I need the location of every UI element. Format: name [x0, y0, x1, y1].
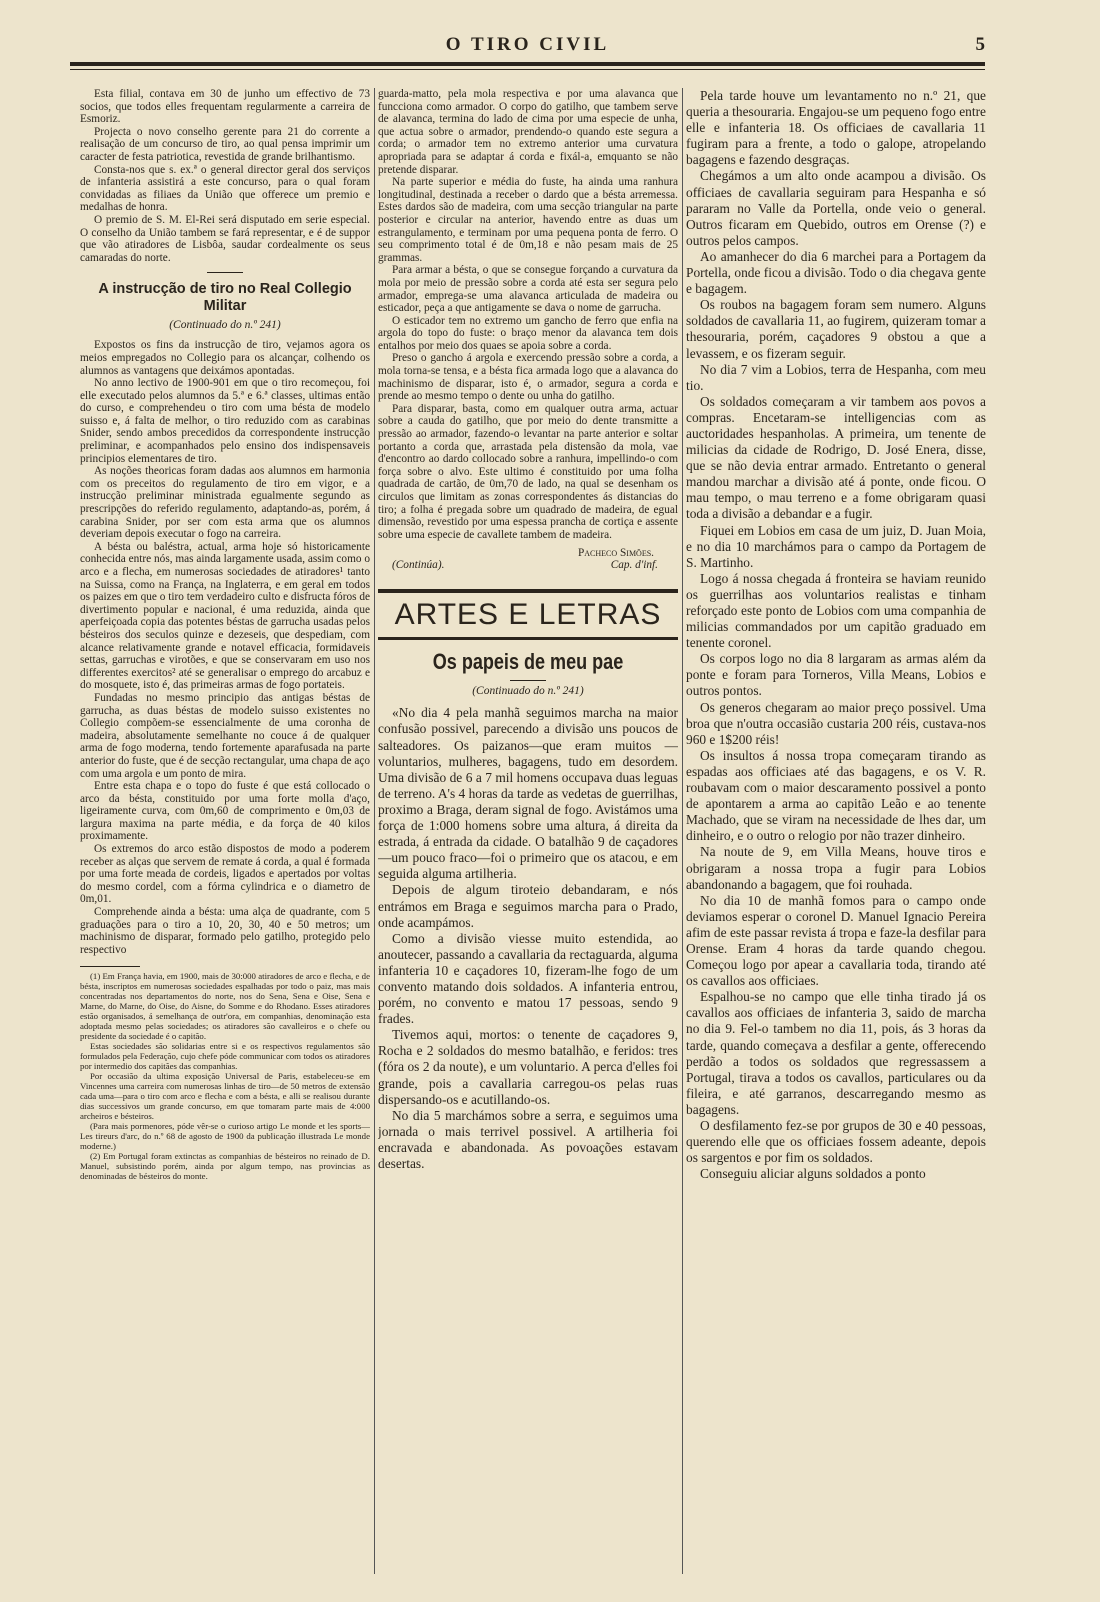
- paragraph: O esticador tem no extremo um gancho de ferro que enfia na argola do topo do fuste: o braço menor da alavanca tem dois entalhos por meio dos quaes se apoia sobre a corda.: [378, 314, 678, 352]
- paragraph: Os roubos na bagagem foram sem numero. Alguns soldados de cavallaria 11, ao fugirem, quizeram tomar a thesouraria, porém, caçadores 9 obstou a que a levassem, e os fizeram seguir.: [686, 297, 986, 361]
- paragraph: Entre esta chapa e o topo do fuste é que está collocado o arco da bésta, constituido por uma forte molla d'aço, ligeiramente curva, com 0m,60 de comprimento e 0m,03 de largura maxima na parte média, e da força de 40 kilos proximamente.: [80, 780, 370, 843]
- column-divider-2: [682, 88, 683, 1574]
- continua-note: (Continúa).: [392, 559, 445, 572]
- paragraph: Os insultos á nossa tropa começaram tirando as espadas aos officiaes até das bagagens, e os V. R. roubavam com o maior descaramento possivel a ponto de apontarem a arma ao capitão Leão e ao tenente Machado, que se viram na necessidade de lhes dar, um dinheiro, e o outro o relogio por não trazer dinheiro.: [686, 747, 986, 844]
- section-title: ARTES E LETRAS: [394, 598, 662, 632]
- filial-news: [80, 88, 370, 264]
- footnote: (1) Em França havia, em 1900, mais de 30:000 atiradores de arco e flecha, e de bésta, inscriptos em numerosas sociedades espalhadas por todo o paiz, mas mais concentradas nos departamentos do norte, nos do Sena, Sena e Oise, Sena e Marne, do Marne, do Oise, do Aisne, do Somme e do Rhodano. Esses atiradores estão organisados, á semelhança de outr'ora, em companhias, denominação esta adoptada mesmo pelas sociedades; os atiradores são cavalleiros e o chefe ou presidente da sociedade é o capitão.: [80, 971, 370, 1042]
- author-signature: Pacheco Simões.: [578, 547, 654, 560]
- paragraph: No dia 10 de manhã fomos para o campo onde deviamos esperar o coronel D. Manuel Ignacio Pereira afim de este passar revista á tropa e faze-la desfilar para Orense. Eram 4 horas da tarde quando chegou. Começou logo por apear a cavallaria toda, tirando até os cavallos aos officiaes.: [686, 892, 986, 989]
- author-rank: Cap. d'inf.: [610, 559, 658, 572]
- paragraph: No dia 5 marchámos sobre a serra, e seguimos uma jornada o mais terrivel possivel. A artilheria foi encravada e abandonada. As povoações estavam desertas.: [378, 1107, 678, 1171]
- page-number: 5: [975, 34, 985, 55]
- article-body: [80, 339, 370, 956]
- paragraph: Fundadas no mesmo principio das antigas béstas de garrucha, as duas béstas de modelo suisso existentes no Collegio compõem-se essencialmente de uma coronha de madeira, absolutamente semelhante no couce á de qualquer arma de fogo moderna, tendo fortemente aparafusada na parte anterior do fuste, que é de secção rectangular, uma chapa de aço com uma argola e um ponto de mira.: [80, 691, 370, 780]
- paragraph: Depois de algum tiroteio debandaram, e nós entrámos em Braga e seguimos marcha para o Prado, onde acampámos.: [378, 882, 678, 930]
- paragraph: A bésta ou baléstra, actual, arma hoje só historicamente conhecida entre nós, mas ainda largamente usada, assim como o arco e a flecha, em numerosas sociedades de atiradores¹ tanto na Suissa, como na França, na Inglaterra, e em geral em todos os paizes em que o tiro tem verdadeiro culto e disfructa fóros de divertimento popular e nacional, é uma reduzida, ainda que aperfeiçoada copia das potentes béstas de garrucha usadas pelos bésteiros dos seculos quinze e dezeseis, que despediam, com alcance relativamente grande e notavel efficacia, formidaveis settas, garruchas e virotões, e que se conservaram em uso nos differentes exercitos² até se generalisar o emprego do arcabuz e do mosquete, isto é, das primeiras armas de fogo portateis.: [80, 540, 370, 692]
- footnote: (2) Em Portugal foram extinctas as companhias de bésteiros no reinado de D. Manuel, subsistindo porém, ainda por algum tempo, nas provincias as denominadas de bésteiros do monte.: [80, 1151, 370, 1182]
- paragraph: Consta-nos que s. ex.ª o general director geral dos serviços de infanteria assistirá a este concurso, para o qual foram convidadas as filiaes da União que offerece um premio e medalhas de honra.: [80, 163, 370, 214]
- column-1: [80, 88, 370, 1574]
- paragraph: As noções theoricas foram dadas aos alumnos em harmonia com os preceitos do regulamento de tiro em vigor, e a instrucção preliminar ministrada egualmente segundo as prescripções do referido regulamento, adaptando-as, porém, á carabina Snider, por ser com esta arma que os alumnos deveriam depois executar o fogo na carreira.: [80, 465, 370, 541]
- article-body-continued: [378, 88, 678, 541]
- column-divider-1: [374, 88, 375, 1574]
- paragraph: Preso o gancho á argola e exercendo pressão sobre a corda, a mola torna-se tensa, e a bésta fica armada logo que a alavanca do machinismo de disparar, isto é, o armador, segura a corda e prende ao mesmo tempo o dente ou unha do gatilho.: [378, 352, 678, 403]
- footnote-rule: [80, 966, 140, 967]
- column-2: [378, 88, 678, 1574]
- footnote: (Para mais pormenores, póde vêr-se o curioso artigo Le monde et les sports—Les tireurs d'arc, do n.º 68 de agosto de 1900 da publicação illustrada Le monde moderne.): [80, 1121, 370, 1152]
- footnote: Por occasião da ultima exposição Universal de Paris, estabeleceu-se em Vincennes uma carreira com numerosas linhas de tiro—de 50 metros de extensão cada uma—para o tiro com arco e flecha e com a bésta, e alli se realisou durante dias successivos um grande concurso, em que tomaram parte mais de 4:000 archeiros e bésteiros.: [80, 1071, 370, 1122]
- paragraph: Espalhou-se no campo que elle tinha tirado já os cavallos aos officiaes de infanteria 3, saido de marcha no dia 9. Fel-o tambem no dia 11, pois, ás 3 horas da tarde, quando começava a desfilar a gente, offerecendo perdão a todos os soldados que regressassem a Portugal, tirava a todos os cavallos, particulares ou da fileira, e até garranos, descarregando mesmo as bagagens.: [686, 989, 986, 1117]
- continuation-note: (Continuado do n.º 241): [169, 319, 281, 332]
- story-body-continued: [686, 88, 986, 1182]
- title-rule: [510, 680, 546, 681]
- paragraph: Tivemos aqui, mortos: o tenente de caçadores 9, Rocha e 2 soldados do mesmo batalhão, e feridos: tres (fóra os 2 da noute), e um voluntario. A perca d'elles foi grande, pois a cavallaria carregou-os pelas ruas dispersando-os e acutillando-os.: [378, 1027, 678, 1107]
- paragraph: Os corpos logo no dia 8 largaram as armas além da ponte e foram para Torneros, Villa Means, Lobios e outros pontos.: [686, 651, 986, 699]
- paragraph: Projecta o novo conselho gerente para 21 do corrente a realisação de um concurso de tiro, ao qual pensa imprimir um caracter de festa patriotica, revestida de grande brilhantismo.: [80, 125, 370, 163]
- paragraph: O desfilamento fez-se por grupos de 30 e 40 pessoas, querendo elle que os officiaes fossem adeante, depois os sargentos e por fim os soldados.: [686, 1118, 986, 1166]
- masthead: [70, 34, 985, 58]
- paragraph: Comprehende ainda a bésta: uma alça de quadrante, com 5 graduações para o tiro a 10, 20, 30, 40 e 50 metros; um machinismo de disparar, formado pelo gatilho, protegido pelo respectivo: [80, 906, 370, 956]
- paragraph: Para armar a bésta, o que se consegue forçando a curvatura da mola por meio de pressão sobre a corda até esta ser segura pelo armador, emprega-se uma alavanca articulada de madeira ou esticador, peça a que antigamente se dava o nome de garrucha.: [378, 264, 678, 315]
- paragraph: No dia 7 vim a Lobios, terra de Hespanha, com meu tio.: [686, 361, 986, 393]
- paragraph: Chegámos a um alto onde acampou a divisão. Os officiaes de cavallaria seguiram para Hespanha e só pararam no Valle da Portella, onde veio o general. Outros ficaram em Quebido, outros em Orense (?) e outros pelos campos.: [686, 168, 986, 248]
- paragraph: Como a divisão viesse muito estendida, ao anoutecer, passando a cavallaria da rectaguarda, alguma infanteria 10 e caçadores 10, fizeram-lhe fogo de um convento matando dois soldados. A infanteria entrou, porém, no convento e matou 17 pessoas, sendo 9 frades.: [378, 930, 678, 1027]
- paragraph: Conseguiu aliciar alguns soldados a ponto: [700, 1166, 926, 1182]
- section-divider: [207, 272, 243, 273]
- paragraph: Os extremos do arco estão dispostos de modo a poderem receber as alças que servem de remate á corda, a qual é formada por uma forte meada de cordeis, ligados e apertados por voltas do mesmo cordel, com a fórma cylindrica e o diametro de 0m,01.: [80, 843, 370, 906]
- paragraph: Esta filial, contava em 30 de junho um effectivo de 73 socios, que todos elles frequentam regularmente a carreira de Esmoriz.: [80, 88, 370, 126]
- paragraph: Os generos chegaram ao maior preço possivel. Uma broa que n'outra occasião custaria 200 réis, custava-nos 960 e 1$200 réis!: [686, 699, 986, 747]
- paragraph: Os soldados começaram a vir tambem aos povos a compras. Encetaram-se intelligencias com as auctoridades hespanholas. A primeira, um tenente de milicias da cidade de Rodrigo, D. José Enera, disse, que se não devia entrar armado. Entretanto o general mandou marchar a divisão até á ponte, onde ficou. O mau tempo, o mau terreno e a fome obrigaram quasi toda a divisão a debandar e a fugir.: [686, 393, 986, 522]
- column-3: [686, 88, 986, 1574]
- newspaper-title: O TIRO CIVIL: [445, 34, 610, 55]
- masthead-rule-thick: [70, 62, 985, 66]
- paragraph: Logo á nossa chegada á fronteira se haviam reunido os guerrilhas aos voluntarios realistas e tinham reforçado este ponto de Lobios com uma companhia de milicias commandados por um capitão graduado em tenente coronel.: [686, 570, 986, 651]
- paragraph: O premio de S. M. El-Rei será disputado em serie especial. O conselho da União tambem se fará representar, e é de suppor que vão atiradores de Lisbôa, saudar cordealmente os seus camaradas do norte.: [80, 213, 370, 264]
- paragraph: «No dia 4 pela manhã seguimos marcha na maior confusão possivel, parecendo a divisão uns poucos de salteadores. Os paizanos—que eram muitos — voluntarios, mulheres, bagagens, tudo em desordem. Uma divisão de 6 a 7 mil homens occupava duas leguas de terreno. A's 4 horas da tarde as vedetas de guerrilhas, proximo a Braga, deram signal de fogo. Avistámos uma força de 1:000 homens sobre uma altura, á direita da estrada, á entrada da cidade. O batalhão 9 de caçadores—um pouco fraco—foi o primeiro que os atacou, e em seguida alguma artilheria.: [378, 705, 678, 882]
- paragraph: guarda-matto, pela mola respectiva e por uma alavanca que funcciona como armador. O corpo do gatilho, que tambem serve de alavanca, termina do lado de cima por uma especie de unha, que actua sobre o armador, prendendo-o quando este segura a corda; o armador tem no extremo anterior uma curvatura apropriada para se adaptar á corda e fixál-a, emquanto se não pretende disparar.: [378, 88, 678, 176]
- masthead-rule-thin: [70, 69, 985, 70]
- section-banner: [378, 589, 678, 640]
- paragraph: Pela tarde houve um levantamento no n.º 21, que queria a thesouraria. Engajou-se um pequeno fogo entre elle e infanteria 18. Os officiaes de cavallaria 11 fugiram para a frente, a todo o galope, atropelando bagagens e fazendo desgraças.: [686, 88, 986, 168]
- footnote: Estas sociedades são solidarias entre si e os respectivos regulamentos são formulados pela Federação, cujo chefe póde communicar com todos os atiradores por intermedio dos capitães das companhias.: [80, 1041, 370, 1072]
- story-title: Os papeis de meu pae: [432, 649, 624, 675]
- paragraph: Na parte superior e média do fuste, ha ainda uma ranhura longitudinal, destinada a receber o dardo que a bésta arremessa. Estes dardos são de madeira, com uma secção triangular na parte posterior e circular na anterior, havendo entre as duas um estrangulamento, e terminam por uma pequena ponta de ferro. O seu comprimento total é de 0m,18 e não pesam mais de 25 grammas.: [378, 176, 678, 264]
- article-title: A instrucção de tiro no Real Collegio Militar: [98, 281, 352, 315]
- paragraph: Expostos os fins da instrucção de tiro, vejamos agora os meios empregados no Collegio para os alcançar, colhendo os alumnos as vantagens que deixámos apontadas.: [80, 339, 370, 377]
- paragraph: Na noute de 9, em Villa Means, houve tiros e obrigaram a nossa tropa a fugir para Lobios abandonando a bagagem, que foi rouhada.: [686, 844, 986, 892]
- signature-row: [378, 559, 678, 575]
- paragraph: No anno lectivo de 1900-901 em que o tiro recomeçou, foi elle executado pelos alumnos da 5.ª e 6.ª classes, ultimas então do curso, e comprehendeu o tiro com uma bésta de modelo suisso e, á falta de melhor, o tiro reduzido com as carabinas Snider, sendo ambos precedidos da correspondente instrucção preliminar, e acompanhados pelo ensino dos indispensaveis principios elementares de tiro.: [80, 377, 370, 465]
- story-body: [378, 705, 678, 1172]
- story-continuation-note: (Continuado do n.º 241): [472, 685, 584, 698]
- paragraph: Ao amanhecer do dia 6 marchei para a Portagem da Portella, onde ficou a divisão. Todo o dia chegava gente e bagagem.: [686, 248, 986, 297]
- footnotes: [80, 971, 370, 1181]
- paragraph: Fiquei em Lobios em casa de um juiz, D. Juan Moia, e no dia 10 marchámos para o campo da Portagem de S. Martinho.: [686, 522, 986, 570]
- paragraph: Para disparar, basta, como em qualquer outra arma, actuar sobre a cauda do gatilho, que por meio do dente transmitte a pressão ao armador, fazendo-o levantar na parte anterior e soltar portanto a corda que, arrastada pela distensão da mola, vae d'encontro ao dardo collocado sobre a ranhura, impellindo-o com força sobre o alvo. Este ultimo é constituido por uma folha quadrada de cartão, de 0m,70 de lado, na qual se desenham os circulos que limitam as zonas correspondentes ás distancias do tiro; a folha é pregada sobre um quadrado de madeira, de egual dimensão, revestido por uma espessa prancha de cortiça e assente sobre uma especie de cavallete tambem de madeira.: [378, 402, 678, 541]
